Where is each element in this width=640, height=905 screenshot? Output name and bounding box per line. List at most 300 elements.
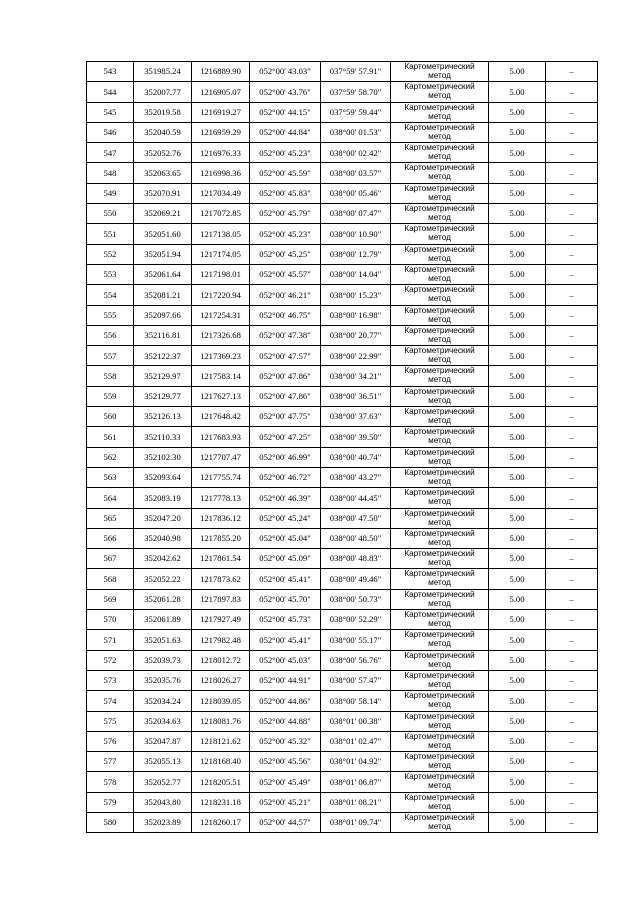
longitude-cell: 038°00' 34.21" xyxy=(321,366,391,386)
latitude-cell: 052°00' 43.76" xyxy=(250,82,321,102)
table-row xyxy=(87,752,598,772)
longitude-cell: 038°00' 56.76" xyxy=(321,650,391,670)
precision-cell: 5.00 xyxy=(489,792,546,812)
y-coordinate-cell: 1217138.05 xyxy=(192,224,250,244)
method-cell xyxy=(391,691,489,711)
y-coordinate-cell: 1217755.74 xyxy=(192,467,250,487)
note-cell: – xyxy=(546,143,598,163)
point-number-cell: 571 xyxy=(87,630,134,650)
x-coordinate-cell: 352051.94 xyxy=(134,244,192,264)
point-number-cell: 559 xyxy=(87,386,134,406)
latitude-cell: 052°00' 45.41" xyxy=(250,630,321,650)
table-row xyxy=(87,244,598,264)
longitude-cell: 038°01' 00.38" xyxy=(321,711,391,731)
precision-cell: 5.00 xyxy=(489,589,546,609)
longitude-cell: 038°00' 05.46" xyxy=(321,183,391,203)
note-cell: – xyxy=(546,569,598,589)
longitude-cell: 038°00' 01.53" xyxy=(321,122,391,142)
table-row xyxy=(87,650,598,670)
latitude-cell: 052°00' 44.57" xyxy=(250,812,321,832)
y-coordinate-cell: 1218026.27 xyxy=(192,670,250,690)
method-line-1: Картометрический xyxy=(404,163,475,173)
y-coordinate-cell: 1217707.47 xyxy=(192,447,250,467)
latitude-cell: 052°00' 45.24" xyxy=(250,508,321,528)
method-line-2: метод xyxy=(428,233,451,243)
point-number-cell: 556 xyxy=(87,325,134,345)
method-line-2: метод xyxy=(428,558,451,568)
precision-cell: 5.00 xyxy=(489,691,546,711)
method-cell xyxy=(391,244,489,264)
longitude-cell: 038°00' 49.46" xyxy=(321,569,391,589)
x-coordinate-cell: 352061.89 xyxy=(134,610,192,630)
precision-cell: 5.00 xyxy=(489,224,546,244)
precision-cell: 5.00 xyxy=(489,467,546,487)
method-line-2: метод xyxy=(428,821,451,831)
point-number-cell: 561 xyxy=(87,427,134,447)
table-row xyxy=(87,569,598,589)
table-row xyxy=(87,447,598,467)
method-line-2: метод xyxy=(428,517,451,527)
method-line-2: метод xyxy=(428,761,451,771)
x-coordinate-cell: 352047.20 xyxy=(134,508,192,528)
x-coordinate-cell: 352116.81 xyxy=(134,325,192,345)
method-line-2: метод xyxy=(428,172,451,182)
longitude-cell: 038°00' 12.79" xyxy=(321,244,391,264)
precision-cell: 5.00 xyxy=(489,711,546,731)
method-line-1: Картометрический xyxy=(404,62,475,71)
y-coordinate-cell: 1217326.68 xyxy=(192,325,250,345)
longitude-cell: 038°00' 37.63" xyxy=(321,407,391,427)
precision-cell: 5.00 xyxy=(489,650,546,670)
latitude-cell: 052°00' 44.15" xyxy=(250,102,321,122)
method-line-1: Картометрический xyxy=(404,792,475,802)
table-row xyxy=(87,467,598,487)
note-cell: – xyxy=(546,427,598,447)
precision-cell: 5.00 xyxy=(489,752,546,772)
note-cell: – xyxy=(546,183,598,203)
method-cell xyxy=(391,204,489,224)
table-row xyxy=(87,630,598,650)
method-line-2: метод xyxy=(428,598,451,608)
precision-cell: 5.00 xyxy=(489,630,546,650)
method-cell xyxy=(391,711,489,731)
table-row xyxy=(87,183,598,203)
note-cell: – xyxy=(546,447,598,467)
longitude-cell: 038°00' 10.90" xyxy=(321,224,391,244)
longitude-cell: 038°00' 50.73" xyxy=(321,589,391,609)
table-row xyxy=(87,711,598,731)
method-cell xyxy=(391,488,489,508)
precision-cell: 5.00 xyxy=(489,325,546,345)
method-line-2: метод xyxy=(428,537,451,547)
method-cell xyxy=(391,427,489,447)
note-cell: – xyxy=(546,204,598,224)
precision-cell: 5.00 xyxy=(489,102,546,122)
method-cell xyxy=(391,305,489,325)
y-coordinate-cell: 1217254.31 xyxy=(192,305,250,325)
point-number-cell: 545 xyxy=(87,102,134,122)
note-cell: – xyxy=(546,752,598,772)
longitude-cell: 038°01' 09.74" xyxy=(321,812,391,832)
method-line-2: метод xyxy=(428,91,451,101)
note-cell: – xyxy=(546,407,598,427)
table-row xyxy=(87,346,598,366)
method-cell xyxy=(391,264,489,284)
method-line-2: метод xyxy=(428,273,451,283)
note-cell: – xyxy=(546,325,598,345)
y-coordinate-cell: 1218012.72 xyxy=(192,650,250,670)
x-coordinate-cell: 352081.21 xyxy=(134,285,192,305)
table-row xyxy=(87,407,598,427)
method-cell xyxy=(391,772,489,792)
x-coordinate-cell: 352052.22 xyxy=(134,569,192,589)
table-row xyxy=(87,264,598,284)
point-number-cell: 579 xyxy=(87,792,134,812)
latitude-cell: 052°00' 44.86" xyxy=(250,691,321,711)
note-cell: – xyxy=(546,670,598,690)
table-row xyxy=(87,62,598,82)
x-coordinate-cell: 352069.21 xyxy=(134,204,192,224)
x-coordinate-cell: 352051.63 xyxy=(134,630,192,650)
point-number-cell: 576 xyxy=(87,731,134,751)
note-cell: – xyxy=(546,528,598,548)
method-cell xyxy=(391,752,489,772)
method-line-1: Картометрический xyxy=(404,772,475,782)
latitude-cell: 052°00' 45.79" xyxy=(250,204,321,224)
method-line-1: Картометрический xyxy=(404,711,475,721)
method-line-1: Картометрический xyxy=(404,691,475,701)
x-coordinate-cell: 352070.91 xyxy=(134,183,192,203)
table-row xyxy=(87,812,598,832)
method-cell xyxy=(391,670,489,690)
y-coordinate-cell: 1218260.17 xyxy=(192,812,250,832)
method-line-2: метод xyxy=(428,111,451,121)
method-cell xyxy=(391,447,489,467)
longitude-cell: 038°00' 39.50" xyxy=(321,427,391,447)
method-line-1: Картометрический xyxy=(404,386,475,396)
method-line-2: метод xyxy=(428,71,451,80)
precision-cell: 5.00 xyxy=(489,305,546,325)
point-number-cell: 573 xyxy=(87,670,134,690)
point-number-cell: 560 xyxy=(87,407,134,427)
table-row xyxy=(87,427,598,447)
y-coordinate-cell: 1217927.49 xyxy=(192,610,250,630)
method-cell xyxy=(391,366,489,386)
point-number-cell: 570 xyxy=(87,610,134,630)
note-cell: – xyxy=(546,285,598,305)
precision-cell: 5.00 xyxy=(489,447,546,467)
x-coordinate-cell: 352110.33 xyxy=(134,427,192,447)
latitude-cell: 052°00' 44.84" xyxy=(250,122,321,142)
x-coordinate-cell: 352055.13 xyxy=(134,752,192,772)
table-row xyxy=(87,325,598,345)
note-cell: – xyxy=(546,467,598,487)
method-cell xyxy=(391,549,489,569)
note-cell: – xyxy=(546,386,598,406)
x-coordinate-cell: 352052.76 xyxy=(134,143,192,163)
point-number-cell: 544 xyxy=(87,82,134,102)
method-line-2: метод xyxy=(428,375,451,385)
y-coordinate-cell: 1217369.23 xyxy=(192,346,250,366)
precision-cell: 5.00 xyxy=(489,610,546,630)
precision-cell: 5.00 xyxy=(489,143,546,163)
method-line-2: метод xyxy=(428,781,451,791)
note-cell: – xyxy=(546,366,598,386)
method-line-1: Картометрический xyxy=(404,488,475,498)
point-number-cell: 562 xyxy=(87,447,134,467)
method-cell xyxy=(391,102,489,122)
method-line-1: Картометрический xyxy=(404,183,475,193)
note-cell: – xyxy=(546,224,598,244)
note-cell: – xyxy=(546,772,598,792)
point-number-cell: 574 xyxy=(87,691,134,711)
point-number-cell: 555 xyxy=(87,305,134,325)
y-coordinate-cell: 1217683.93 xyxy=(192,427,250,447)
method-line-1: Картометрический xyxy=(404,82,475,92)
precision-cell: 5.00 xyxy=(489,386,546,406)
x-coordinate-cell: 352093.64 xyxy=(134,467,192,487)
latitude-cell: 052°00' 45.73" xyxy=(250,610,321,630)
method-line-2: метод xyxy=(428,801,451,811)
x-coordinate-cell: 352063.65 xyxy=(134,163,192,183)
method-line-2: метод xyxy=(428,395,451,405)
latitude-cell: 052°00' 45.70" xyxy=(250,589,321,609)
precision-cell: 5.00 xyxy=(489,163,546,183)
point-number-cell: 566 xyxy=(87,528,134,548)
method-cell xyxy=(391,224,489,244)
method-cell xyxy=(391,812,489,832)
table-row xyxy=(87,285,598,305)
x-coordinate-cell: 352129.77 xyxy=(134,386,192,406)
table-row xyxy=(87,508,598,528)
y-coordinate-cell: 1217198.01 xyxy=(192,264,250,284)
longitude-cell: 038°00' 48.83" xyxy=(321,549,391,569)
method-line-2: метод xyxy=(428,619,451,629)
method-line-1: Картометрический xyxy=(404,305,475,315)
note-cell: – xyxy=(546,610,598,630)
table-row xyxy=(87,528,598,548)
x-coordinate-cell: 352122.37 xyxy=(134,346,192,366)
method-cell xyxy=(391,467,489,487)
method-line-1: Картометрический xyxy=(404,630,475,640)
precision-cell: 5.00 xyxy=(489,772,546,792)
precision-cell: 5.00 xyxy=(489,366,546,386)
method-line-2: метод xyxy=(428,355,451,365)
latitude-cell: 052°00' 46.75" xyxy=(250,305,321,325)
latitude-cell: 052°00' 45.83" xyxy=(250,183,321,203)
method-cell xyxy=(391,731,489,751)
point-number-cell: 557 xyxy=(87,346,134,366)
latitude-cell: 052°00' 47.38" xyxy=(250,325,321,345)
x-coordinate-cell: 352047.87 xyxy=(134,731,192,751)
y-coordinate-cell: 1217174.05 xyxy=(192,244,250,264)
longitude-cell: 038°01' 06.87" xyxy=(321,772,391,792)
point-number-cell: 569 xyxy=(87,589,134,609)
x-coordinate-cell: 351985.24 xyxy=(134,62,192,82)
longitude-cell: 038°00' 15.23" xyxy=(321,285,391,305)
x-coordinate-cell: 352051.60 xyxy=(134,224,192,244)
note-cell: – xyxy=(546,731,598,751)
note-cell: – xyxy=(546,82,598,102)
longitude-cell: 038°00' 47.50" xyxy=(321,508,391,528)
y-coordinate-cell: 1217648.42 xyxy=(192,407,250,427)
precision-cell: 5.00 xyxy=(489,508,546,528)
x-coordinate-cell: 352061.28 xyxy=(134,589,192,609)
table-row xyxy=(87,305,598,325)
note-cell: – xyxy=(546,62,598,82)
table-row xyxy=(87,224,598,244)
note-cell: – xyxy=(546,102,598,122)
method-line-2: метод xyxy=(428,253,451,263)
point-number-cell: 554 xyxy=(87,285,134,305)
latitude-cell: 052°00' 47.86" xyxy=(250,386,321,406)
latitude-cell: 052°00' 45.25" xyxy=(250,244,321,264)
x-coordinate-cell: 352039.73 xyxy=(134,650,192,670)
method-line-2: метод xyxy=(428,152,451,162)
x-coordinate-cell: 352083.19 xyxy=(134,488,192,508)
longitude-cell: 038°00' 22.99" xyxy=(321,346,391,366)
method-line-1: Картометрический xyxy=(404,731,475,741)
y-coordinate-cell: 1217220.94 xyxy=(192,285,250,305)
point-number-cell: 564 xyxy=(87,488,134,508)
precision-cell: 5.00 xyxy=(489,183,546,203)
method-cell xyxy=(391,792,489,812)
method-line-2: метод xyxy=(428,334,451,344)
method-line-1: Картометрический xyxy=(404,204,475,214)
longitude-cell: 038°01' 04.92" xyxy=(321,752,391,772)
method-line-1: Картометрический xyxy=(404,244,475,254)
point-number-cell: 547 xyxy=(87,143,134,163)
table-row xyxy=(87,204,598,224)
table-row xyxy=(87,488,598,508)
longitude-cell: 038°00' 14.04" xyxy=(321,264,391,284)
point-number-cell: 543 xyxy=(87,62,134,82)
latitude-cell: 052°00' 47.75" xyxy=(250,407,321,427)
y-coordinate-cell: 1216889.90 xyxy=(192,62,250,82)
point-number-cell: 550 xyxy=(87,204,134,224)
method-cell xyxy=(391,62,489,82)
note-cell: – xyxy=(546,549,598,569)
method-cell xyxy=(391,163,489,183)
latitude-cell: 052°00' 45.23" xyxy=(250,143,321,163)
point-number-cell: 553 xyxy=(87,264,134,284)
precision-cell: 5.00 xyxy=(489,82,546,102)
method-line-2: метод xyxy=(428,497,451,507)
method-line-2: метод xyxy=(428,192,451,202)
latitude-cell: 052°00' 46.39" xyxy=(250,488,321,508)
x-coordinate-cell: 352007.77 xyxy=(134,82,192,102)
longitude-cell: 038°00' 36.51" xyxy=(321,386,391,406)
precision-cell: 5.00 xyxy=(489,244,546,264)
latitude-cell: 052°00' 43.03" xyxy=(250,62,321,82)
latitude-cell: 052°00' 46.21" xyxy=(250,285,321,305)
table-row xyxy=(87,610,598,630)
x-coordinate-cell: 352097.66 xyxy=(134,305,192,325)
point-number-cell: 549 xyxy=(87,183,134,203)
x-coordinate-cell: 352035.76 xyxy=(134,670,192,690)
longitude-cell: 038°00' 55.17" xyxy=(321,630,391,650)
y-coordinate-cell: 1216905.07 xyxy=(192,82,250,102)
longitude-cell: 037°59' 57.91" xyxy=(321,62,391,82)
longitude-cell: 038°00' 20.77" xyxy=(321,325,391,345)
table-row xyxy=(87,731,598,751)
method-line-1: Картометрический xyxy=(404,325,475,335)
latitude-cell: 052°00' 45.23" xyxy=(250,224,321,244)
y-coordinate-cell: 1217836.12 xyxy=(192,508,250,528)
precision-cell: 5.00 xyxy=(489,122,546,142)
longitude-cell: 038°00' 48.50" xyxy=(321,528,391,548)
precision-cell: 5.00 xyxy=(489,62,546,82)
method-cell xyxy=(391,569,489,589)
precision-cell: 5.00 xyxy=(489,427,546,447)
method-line-1: Картометрический xyxy=(404,102,475,112)
method-line-1: Картометрический xyxy=(404,610,475,620)
method-line-1: Картометрический xyxy=(404,346,475,356)
y-coordinate-cell: 1217778.13 xyxy=(192,488,250,508)
latitude-cell: 052°00' 45.21" xyxy=(250,792,321,812)
x-coordinate-cell: 352034.24 xyxy=(134,691,192,711)
coordinates-table-body xyxy=(87,62,598,833)
longitude-cell: 038°00' 58.14" xyxy=(321,691,391,711)
point-number-cell: 552 xyxy=(87,244,134,264)
point-number-cell: 565 xyxy=(87,508,134,528)
longitude-cell: 037°59' 59.44" xyxy=(321,102,391,122)
point-number-cell: 580 xyxy=(87,812,134,832)
method-line-2: метод xyxy=(428,679,451,689)
longitude-cell: 038°00' 02.42" xyxy=(321,143,391,163)
method-cell xyxy=(391,610,489,630)
precision-cell: 5.00 xyxy=(489,528,546,548)
y-coordinate-cell: 1217855.20 xyxy=(192,528,250,548)
point-number-cell: 572 xyxy=(87,650,134,670)
note-cell: – xyxy=(546,792,598,812)
method-line-2: метод xyxy=(428,213,451,223)
latitude-cell: 052°00' 47.57" xyxy=(250,346,321,366)
method-line-1: Картометрический xyxy=(404,122,475,132)
x-coordinate-cell: 352129.97 xyxy=(134,366,192,386)
method-line-1: Картометрический xyxy=(404,812,475,822)
latitude-cell: 052°00' 45.03" xyxy=(250,650,321,670)
y-coordinate-cell: 1217583.14 xyxy=(192,366,250,386)
method-cell xyxy=(391,630,489,650)
table-row xyxy=(87,122,598,142)
method-cell xyxy=(391,386,489,406)
method-line-1: Картометрический xyxy=(404,549,475,559)
method-cell xyxy=(391,508,489,528)
precision-cell: 5.00 xyxy=(489,569,546,589)
method-line-1: Картометрический xyxy=(404,366,475,376)
latitude-cell: 052°00' 45.41" xyxy=(250,569,321,589)
y-coordinate-cell: 1217034.49 xyxy=(192,183,250,203)
y-coordinate-cell: 1218121.62 xyxy=(192,731,250,751)
point-number-cell: 558 xyxy=(87,366,134,386)
precision-cell: 5.00 xyxy=(489,731,546,751)
y-coordinate-cell: 1218205.51 xyxy=(192,772,250,792)
y-coordinate-cell: 1218168.40 xyxy=(192,752,250,772)
method-line-2: метод xyxy=(428,131,451,141)
note-cell: – xyxy=(546,488,598,508)
y-coordinate-cell: 1217897.83 xyxy=(192,589,250,609)
point-number-cell: 578 xyxy=(87,772,134,792)
longitude-cell: 038°00' 57.47" xyxy=(321,670,391,690)
x-coordinate-cell: 352042.62 xyxy=(134,549,192,569)
precision-cell: 5.00 xyxy=(489,285,546,305)
note-cell: – xyxy=(546,305,598,325)
latitude-cell: 052°00' 45.09" xyxy=(250,549,321,569)
longitude-cell: 038°01' 02.47" xyxy=(321,731,391,751)
point-number-cell: 575 xyxy=(87,711,134,731)
method-line-1: Картометрический xyxy=(404,650,475,660)
